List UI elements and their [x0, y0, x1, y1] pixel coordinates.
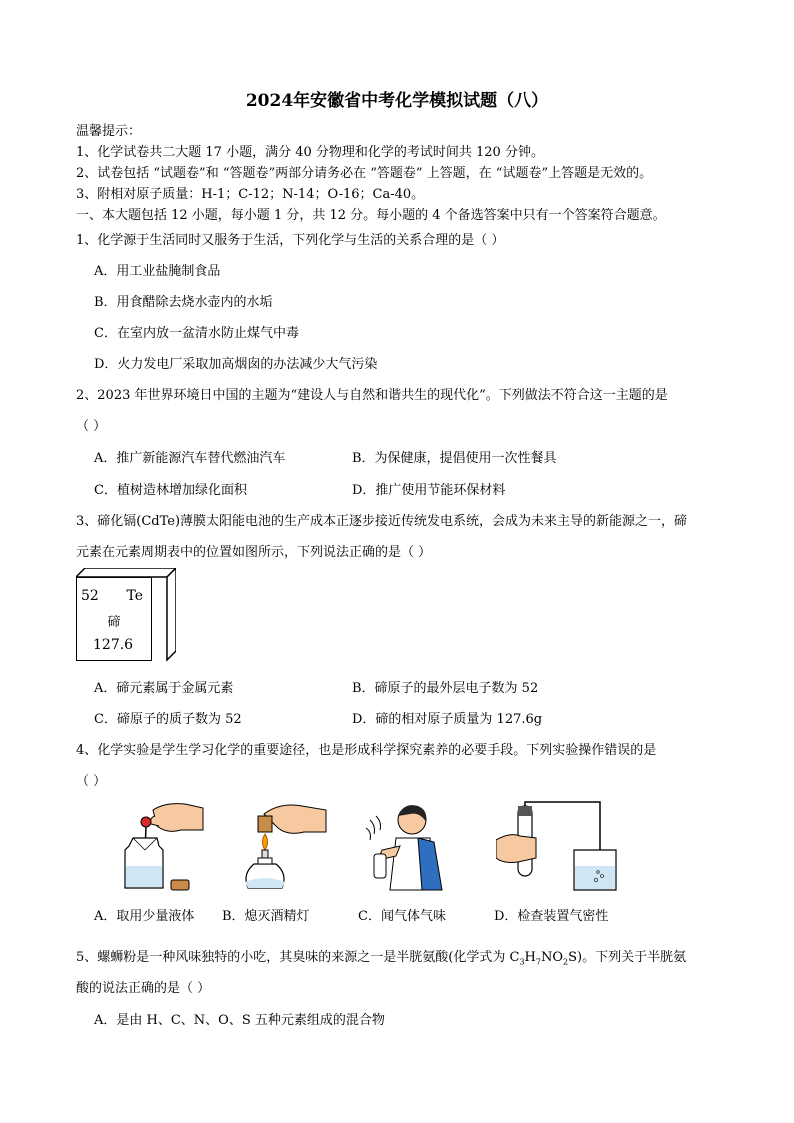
notice-item-3: 3、附相对原子质量：H-1；C-12；N-14；O-16；Ca-40。 [76, 187, 425, 202]
atomic-mass: 127.6 [93, 637, 134, 653]
q3-option-c: C．碲原子的质子数为 52 [94, 712, 242, 727]
question-2-stem: 2、2023 年世界环境日中国的主题为“建设人与自然和谐共生的现代化”。下列做法不符合这一主题的是 [76, 388, 668, 403]
q1-option-c: C．在室内放一盆清水防止煤气中毒 [94, 326, 299, 341]
q2-option-a: A．推广新能源汽车替代燃油汽车 [94, 451, 286, 466]
element-name: 碲 [107, 615, 121, 630]
question-1-stem: 1、化学源于生活同时又服务于生活，下列化学与生活的关系合理的是（ ） [76, 233, 505, 248]
page-title: 2024年安徽省中考化学模拟试题（八） [245, 91, 549, 111]
notice-heading: 温馨提示： [76, 124, 142, 139]
question-4-stem: 4、化学实验是学生学习化学的重要途径，也是形成科学探究素养的必要手段。下列实验操作错误的是 [76, 743, 657, 758]
atomic-number: 52 [81, 588, 99, 604]
element-symbol: Te [126, 588, 143, 604]
q4-option-c: C．闻气体气味 [358, 909, 446, 924]
smelling-gas-illustration [360, 798, 450, 894]
q2-option-d: D．推广使用节能环保材料 [352, 483, 506, 498]
q1-option-d: D．火力发电厂采取加高烟囱的办法减少大气污染 [94, 357, 378, 372]
q4-option-b: B．熄灭酒精灯 [222, 909, 310, 924]
notice-item-1: 1、化学试卷共二大题 17 小题，满分 40 分物理和化学的考试时间共 120 分钟。 [76, 145, 544, 160]
question-4-paren: （ ） [76, 774, 107, 789]
dropper-bottle-illustration [115, 800, 205, 892]
q1-option-b: B．用食醋除去烧水壶内的水垢 [94, 295, 273, 310]
q3-option-a: A．碲元素属于金属元素 [94, 681, 234, 696]
q4-option-d: D．检查装置气密性 [494, 909, 609, 924]
q3-option-b: B．碲原子的最外层电子数为 52 [352, 681, 539, 696]
q2-option-b: B．为保健康，提倡使用一次性餐具 [352, 451, 557, 466]
q1-option-a: A．用工业盐腌制食品 [94, 264, 221, 279]
airtightness-check-illustration [496, 800, 621, 892]
q2-option-c: C．植树造林增加绿化面积 [94, 483, 247, 498]
section-heading: 一、本大题包括 12 小题，每小题 1 分，共 12 分。每小题的 4 个备选答案中只有一个答案符合题意。 [76, 208, 666, 223]
question-2-paren: （ ） [76, 419, 107, 434]
periodic-table-cell [76, 577, 152, 661]
q4-option-a: A．取用少量液体 [94, 909, 195, 924]
q5-option-a: A．是由 H、C、N、O、S 五种元素组成的混合物 [94, 1013, 385, 1028]
question-5-stem-line-2: 酸的说法正确的是（ ） [76, 981, 211, 996]
alcohol-lamp-illustration [238, 800, 328, 892]
question-5-stem-line-1: 5、螺蛳粉是一种风味独特的小吃，其臭味的来源之一是半胱氨酸(化学式为 $C_3H_7NO_2S$)。下列关于半胱氨 [76, 950, 687, 967]
notice-item-2: 2、试卷包括 “试题卷”和 “答题卷”两部分请务必在 “答题卷” 上答题，在 “试题卷”上答题是无效的。 [76, 166, 653, 181]
question-3-stem-line-2: 元素在元素周期表中的位置如图所示，下列说法正确的是（ ） [76, 545, 432, 560]
question-3-stem-line-1: 3、碲化镉(CdTe)薄膜太阳能电池的生产成本正逐步接近传统发电系统，会成为未来主导的新能源之一，碲 [76, 514, 688, 529]
q3-option-d: D．碲的相对原子质量为 127.6g [352, 712, 543, 727]
